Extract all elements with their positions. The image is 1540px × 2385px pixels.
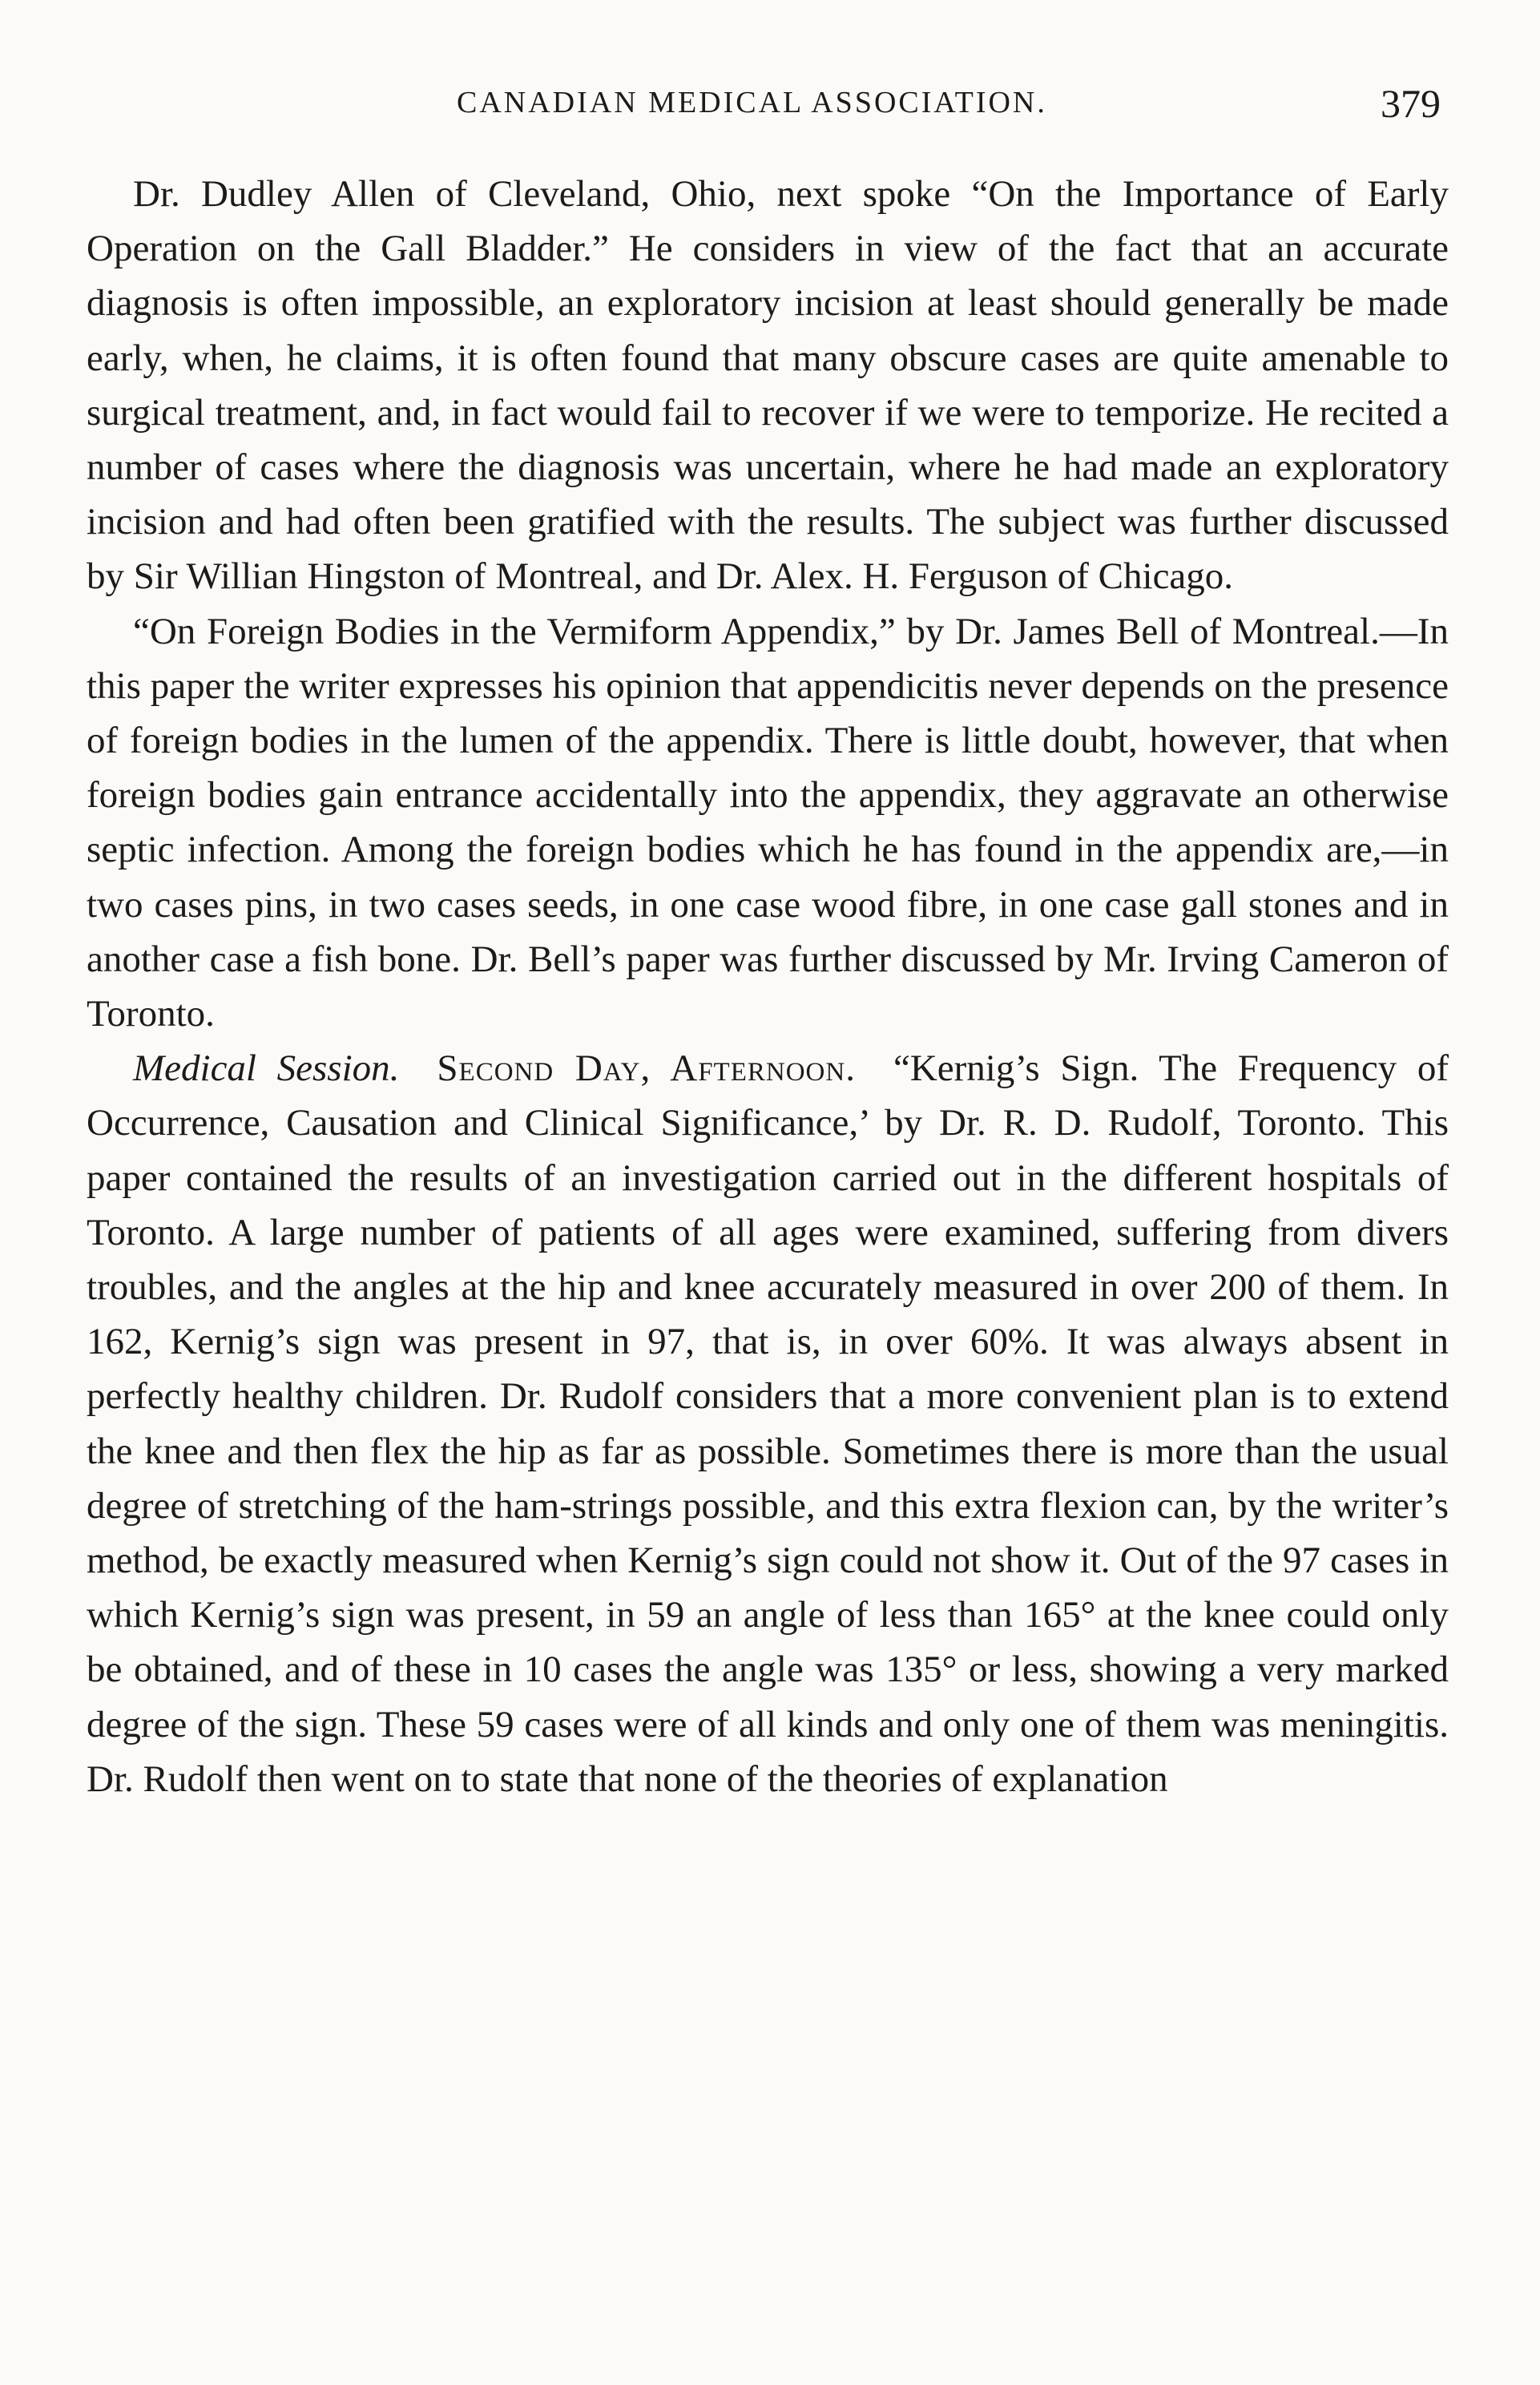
session-text: “Kernig’s Sign. The Frequency of Occurrence, Causation and Clinical Significance,’ by Dr. R. D. Rudolf, Toronto. This paper contained the results of an investigation carried out in the different hospitals of Toronto. A large number of patients of all ages were examined, suffering from divers troubles, and the angles at the hip and knee accurately measured in over 200 of them. In 162, Kernig’s sign was present in 97, that is, in over 60%. It was always absent in perfectly healthy children. Dr. Rudolf considers that a more convenient plan is to extend the knee and then flex the hip as far as possible. Sometimes there is more than the usual degree of stretching of the ham-strings possible, and this extra flexion can, by the writer’s method, be exactly measured when Kernig’s sign could not show it. Out of the 97 cases in which Kernig’s sign was present, in 59 an angle of less than 165° at the knee could only be obtained, and of these in 10 cases the angle was 135° or less, showing a very marked degree of the sign. These 59 cases were of all kinds and only one of them was meningitis. Dr. Rudolf then went on to state that none of the theories of explanation	[87, 1047, 1449, 1800]
body-text	[87, 167, 1449, 1806]
session-day: Second Day, Afternoon.	[437, 1047, 856, 1090]
page-number: 379	[1381, 81, 1441, 126]
running-head: CANADIAN MEDICAL ASSOCIATION.	[457, 86, 1047, 119]
paragraph-foreign-bodies: “On Foreign Bodies in the Vermiform Appendix,” by Dr. James Bell of Montreal.—In this paper the writer expresses his opinion that appendicitis never depends on the presence of foreign bodies in the lumen of the appendix. There is little doubt, however, that when foreign bodies gain entrance accidentally into the appendix, they aggravate an otherwise septic infection. Among the foreign bodies which he has found in the appendix are,—in two cases pins, in two cases seeds, in one case wood fibre, in one case gall stones and in another case a fish bone. Dr. Bell’s paper was further discussed by Mr. Irving Cameron of Toronto.	[87, 610, 1449, 1035]
session-label: Medical Session.	[133, 1047, 400, 1090]
paragraph-gall-bladder: Dr. Dudley Allen of Cleveland, Ohio, next spoke “On the Importance of Early Operation on the Gall Bladder.” He considers in view of the fact that an accurate diagnosis is often impossible, an exploratory incision at least should generally be made early, when, he claims, it is often found that many obscure cases are quite amenable to surgical treatment, and, in fact would fail to recover if we were to temporize. He recited a number of cases where the diagnosis was uncertain, where he had made an exploratory incision and had often been gratified with the results. The subject was further discussed by Sir Willian Hingston of Montreal, and Dr. Alex. H. Ferguson of Chicago.	[87, 173, 1449, 598]
paragraph-kernigs-sign	[87, 1041, 1449, 1806]
page-header	[433, 81, 1474, 133]
